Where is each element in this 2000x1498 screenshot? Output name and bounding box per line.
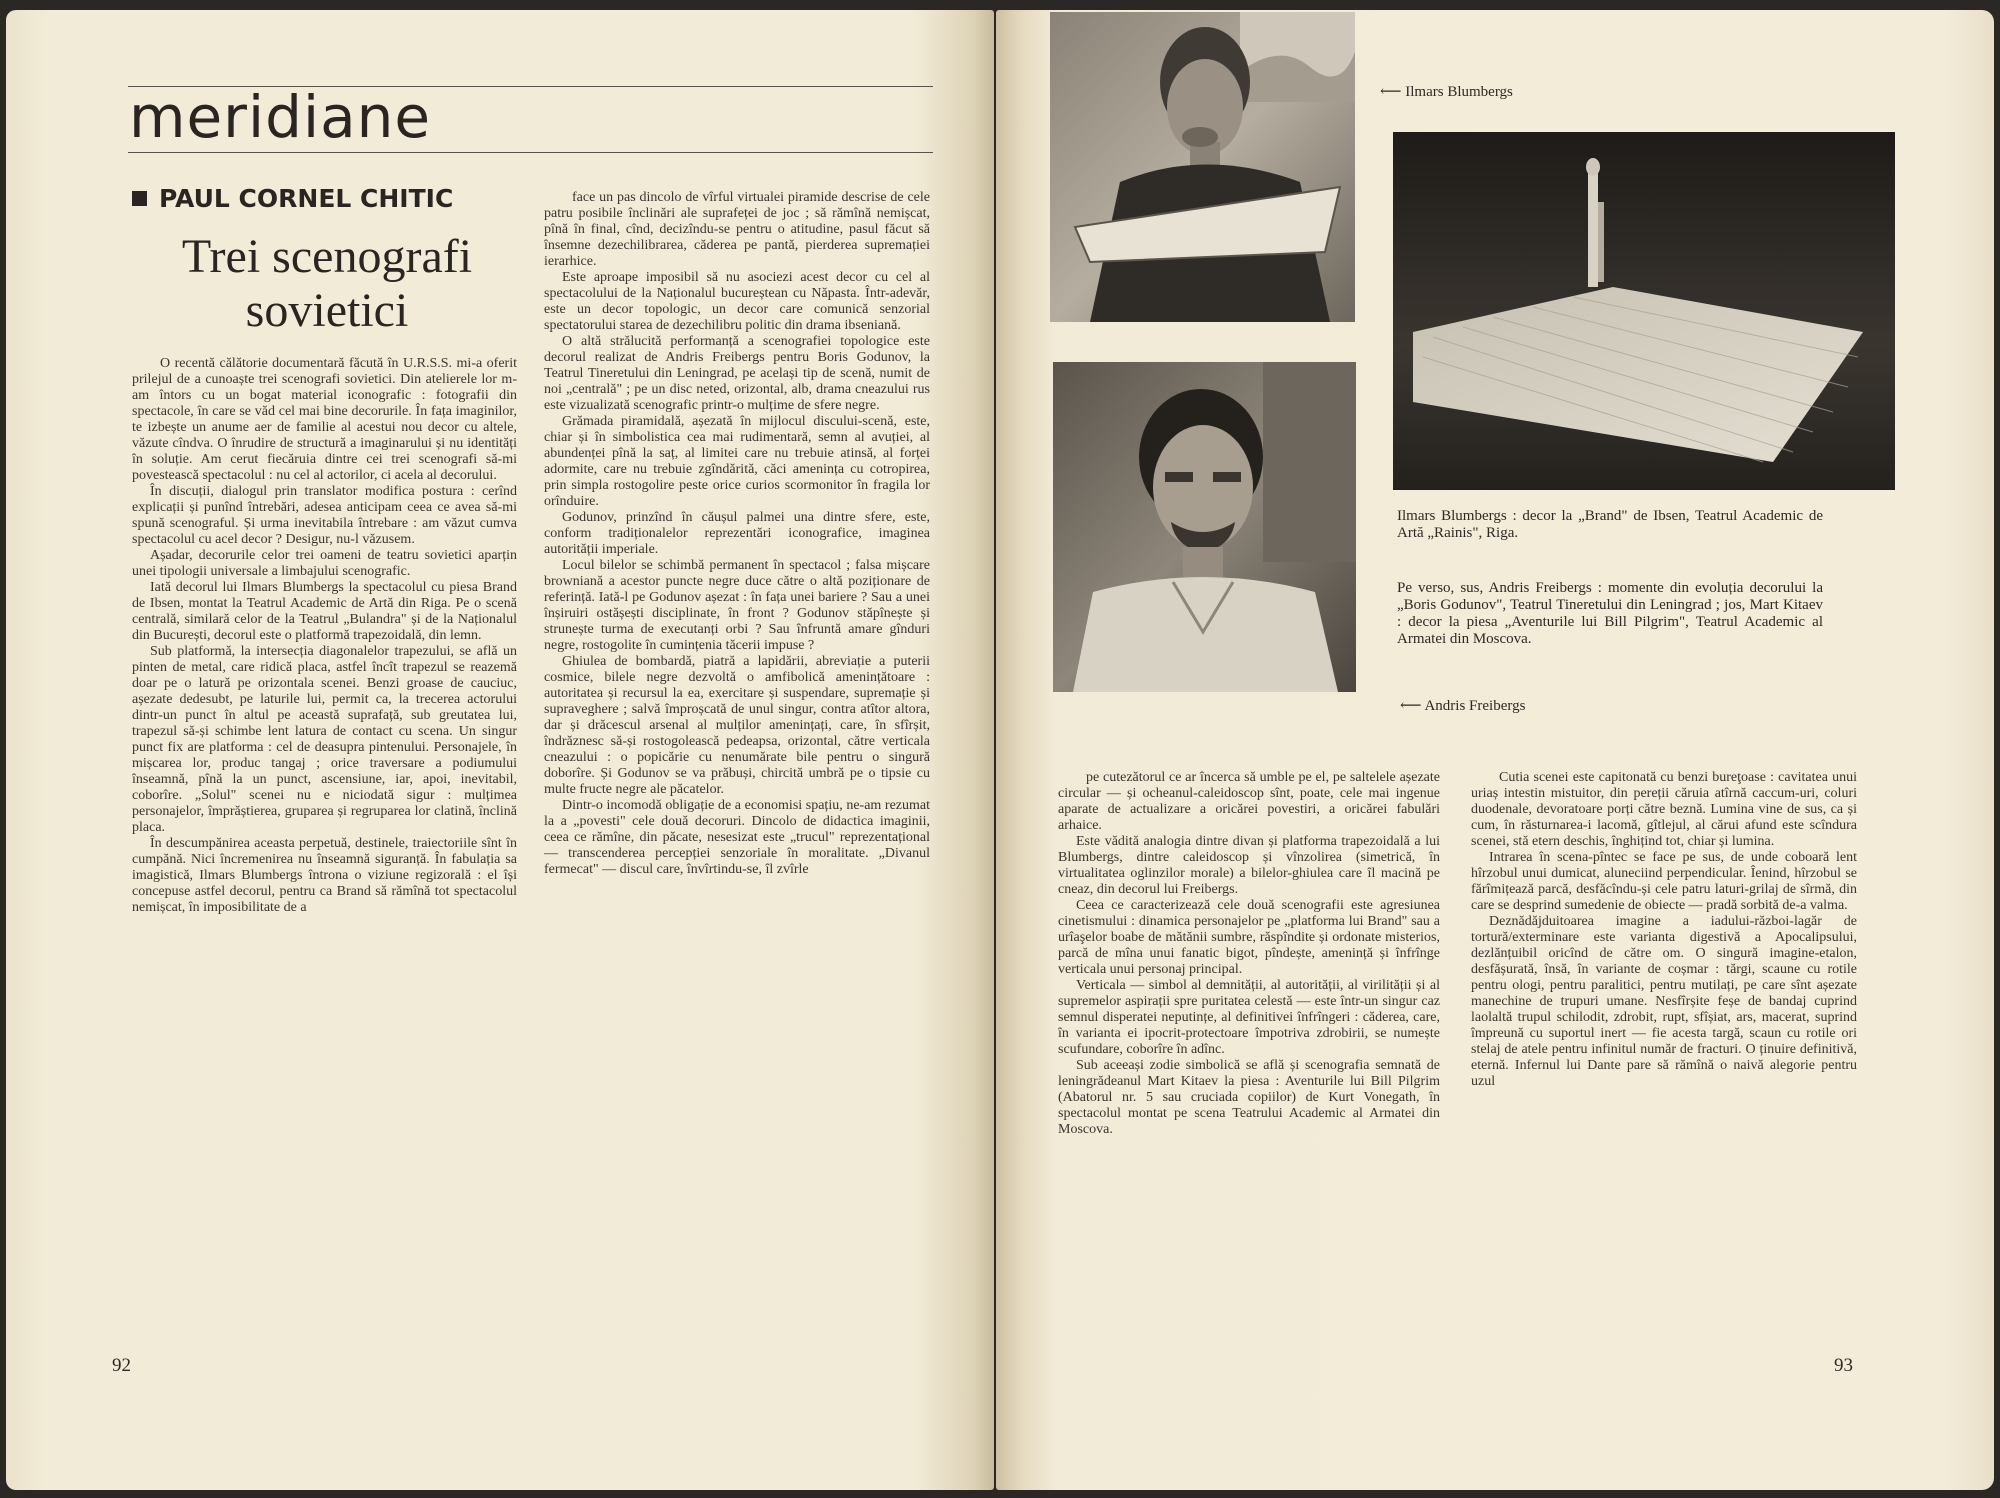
paragraph: Este vădită analogia dintre divan și platforma trapezoidală a lui Blumbergs, dintre caleidoscop și vînzolirea (simetrică, în virtualitatea oglinzilor morale) a bilelor-ghiulea care îl macină pe cneaz, din decorul lui Freibergs. [1058,834,1440,897]
caption-brand-decor: Ilmars Blumbergs : decor la „Brand" de Ibsen, Teatrul Academic de Artă „Rainis", Riga. [1397,508,1823,541]
paragraph: face un pas dincolo de vîrful virtualei piramide descrise de cele patru posibile înclinări ale suprafeței de joc ; să rămînă nemișcat, pînă în final, cînd, decizîndu-se pentru o atitudine, pasul făcut să însemne dezechilibrarea, căderea pe pantă, pierderea supremației ierarhice. [544,190,930,269]
paragraph: Ghiulea de bombardă, piatră a lapidării, abreviație a puterii cosmice, bilele negre dezvoltă o amfibolică amenințătoare : autoritatea și recursul la ea, exercitare și suspendare, supremație și supraveghere ; salvă împroșcată de unul singur, contra atîtor altora, dar și drăcescul arsenal al mulților amenințați, care, în sfîrșit, îndrăznesc să-și rostogolească pedeapsa, orizontal, către verticala cneazului : o popicărie cu nenumărate bile pentru o singură doborîre. Și Godunov se va prăbuși, chircită umbră pe o tipsie cu multe fructe negre ale păcatelor. [544,654,930,797]
page-number-right: 93 [1834,1355,1853,1376]
page-number-left: 92 [112,1355,131,1376]
paragraph: Iată decorul lui Ilmars Blumbergs la spectacolul cu piesa Brand de Ibsen, montat la Teatrul Academic de Artă din Riga. Pe o scenă centrală, similară celor de la Teatrul „Bulandra" și de la Naționalul din București, decorul este o platformă trapezoidală, din lemn. [132,580,517,643]
photo-freibergs-portrait [1053,362,1356,692]
caption-verso: Pe verso, sus, Andris Freibergs : momente din evoluția decorului la „Boris Godunov", Teatrul Tineretului din Leningrad ; jos, Mart Kitaev : decor la piesa „Aventurile lui Bill Pilgrim", Teatrul Academic al Armatei din Moscova. [1397,580,1823,647]
article-title [132,230,522,338]
title-line-1: Trei scenografi [181,230,473,283]
caption-label-text: Ilmars Blumbergs [1405,84,1513,100]
column-1 [132,356,517,1336]
paragraph: Ceea ce caracterizează cele două scenografii este agresiunea cinetismului : dinamica personajelor pe „platforma lui Brand" sau a urîaşelor boabe de mătănii sumbre, răspîndite și ordonate misterios, parcă de mîna unui fanatic bigot, pîndește, amenință și înfrînge verticala unui personaj principal. [1058,898,1440,977]
column-2 [544,190,930,1336]
column-4 [1471,770,1857,1330]
paragraph: Sub platformă, la intersecția diagonalelor trapezului, se află un pinten de metal, care ridică placa, astfel încît trapezul se reazemă doar pe o latură pe orizontala scenei. Benzi groase de cauciuc, așezate dedesubt, pe laturile lui, permit ca, la trecerea actorului dintr-un punct în altul pe această suprafață, sub greutatea lui, trapezul să-și schimbe lent latura de contact cu scena. Un singur punct fix are platforma : cel de deasupra pintenului. Personajele, în mișcarea lor, produc tangaj ; orice traversare a podiumului înseamnă, pînă la un punct, ascensiune, iar, apoi, inevitabil, coborîre. „Solul" scenei nu e niciodată sigur : mulțimea personajelor, împrăștierea, gruparea și regruparea lor clatină, înclină placa. [132,644,517,835]
bullet-square [132,191,147,206]
paragraph: Intrarea în scena-pîntec se face pe sus, de unde coboară lent hîrzobul unui dumicat, aluneciind perpendicular. Îenind, hîrzobul se fărîmițează parcă, desfăcîndu-și cele patru laturi-grilaj de sîrmă, din care se desprind sumedenie de obiecte — pradă sorbită de-a valma. [1471,850,1857,913]
paragraph: Grămada piramidală, așezată în mijlocul discului-scenă, este, chiar și în simbolistica cea mai rudimentară, semn al avuției, al abundenței pînă la saț, al limitei care nu trebuie atinsă, al forței adormite, care nu trebuie zgîndărită, căci amenința cu cotropirea, prin simpla rostogolire peste orice curios scormonitor în fragila lor orînduire. [544,414,930,509]
paragraph: În descumpănirea aceasta perpetuă, destinele, traiectoriile sînt în cumpănă. Nici încremenirea nu înseamnă siguranță. În fabulația sa imagistică, Ilmars Blumbergs întrona o viziune regizorală : el își concepuse astfel decorul, pentru ca Brand să rămînă tot spectacolul nemișcat, în imposibilitate de a [132,836,517,915]
section-title: meridiane [129,83,432,151]
caption-label-text: Andris Freibergs [1424,698,1526,714]
paragraph: Sub aceeași zodie simbolică se află și scenografia semnată de leningrădeanul Mart Kitaev la piesa : Aventurile lui Bill Pilgrim (Abatorul nr. 5 sau cruciada copiilor) de Kurt Vonegath, în spectacolul montat pe scena Teatrului Academic al Armatei din Moscova. [1058,1058,1440,1137]
photo-brand-decor [1393,132,1895,490]
paragraph: Deznădăjduitoarea imagine a iadului-război-lagăr de tortură/exterminare este varianta digestivă a Apocalipsului, dezlănțuibil oricînd de către om. O singură imagine-etalon, desfășurată, însă, în variante de coșmar : tărgi, scaune cu rotile pentru ologi, pentru paralitici, pentru mutilați, pe care sînt așezate manechine de trupuri umane. Nesfîrșite feșe de bandaj cuprind laolaltă trupul schilodit, zdrobit, rupt, sfîșiat, ars, macerat, suprind împreună cu suportul inert — fie acesta targă, scaun cu rotile ori stelaj de atele pentru infinitul număr de fracturi. O ținuire definitivă, eternă. Infernul lui Dante pare să rămînă o naivă alegorie pentru uzul [1471,914,1857,1089]
title-line-2: sovietici [245,284,409,337]
header-rule-bottom [128,152,933,153]
paragraph: Este aproape imposibil să nu asociezi acest decor cu cel al spectacolului de la Naționalul bucureștean cu Năpasta. Într-adevăr, este un decor topologic, un decor care comunică senzorial spectatorului starea de dezechilibru politic din drama ibseniană. [544,270,930,333]
photo-blumbergs-portrait [1050,12,1355,322]
caption-label-blumbergs [1380,82,1513,101]
paragraph: În discuții, dialogul prin translator modifica postura : cerînd explicații și punînd întrebări, adesea anticipam ceea ce avea să-mi spună scenograful. Și urma inevitabila întrebare : am văzut cumva spectacolul cu acel decor ? Desigur, nu-l văzusem. [132,484,517,547]
paragraph: O recentă călătorie documentară făcută în U.R.S.S. mi-a oferit prilejul de a cunoaște trei scenografi sovietici. Din atelierele lor m-am întors cu un bogat material iconografic : fotografii din spectacole, în care se văd cel mai bine decorurile. În fața imaginilor, te izbește un anume aer de familie al acestui nou decor cu altele, văzute cîndva. O înrudire de structură a imaginarului și nu identități în soluție. Am cerut fiecăruia dintre cei trei scenografi să-mi povestească spectacolul : nu cel al actorilor, ci acela al decorului. [132,356,517,483]
caption-label-freibergs [1400,696,1525,715]
paragraph: Locul bilelor se schimbă permanent în spectacol ; falsa mișcare browniană a acestor puncte negre duce către o altă poziționare de referință. Iată-l pe Godunov așezat : în fața unei bariere ? Sau a unei înșiruiri ostășești disciplinate, în front ? Godunov stăpînește și strunește turma de executanți orbi ? Sau înfruntă amare gînduri negre, rostogolite în cumințenia tăcerii impuse ? [544,558,930,653]
column-3 [1058,770,1440,1330]
author-text: PAUL CORNEL CHITIC [159,184,454,213]
paragraph: pe cutezătorul ce ar încerca să umble pe el, pe saltelele așezate circular — și ocheanul-caleidoscop sînt, poate, cele mai ingenue aparate de actualizare a oricărei povestiri, a oricărei fabulări arhaice. [1058,770,1440,833]
paragraph: Godunov, prinzînd în căușul palmei una dintre sfere, este, conform tradiționalelor reprezentări iconografice, imaginea autorității imperiale. [544,510,930,557]
arrow-left-icon: ⟵ [1400,698,1422,714]
paragraph: Așadar, decorurile celor trei oameni de teatru sovietici aparțin unei tipologii universale a limbajului scenografic. [132,548,517,579]
arrow-left-icon: ⟵ [1380,84,1402,100]
paragraph: Verticala — simbol al demnității, al autorității, al virilității și al supremelor aspirații spre puritatea celestă — este într-un singur caz semnul disperatei neputințe, al definitivei înfrîngeri : căderea, care, în varianta ei ipocrit-protectoare împotriva zdrobirii, se numește scufundare, coborîre în adînc. [1058,978,1440,1057]
paragraph: Dintr-o incomodă obligație de a economisi spațiu, ne-am rezumat la a „povesti" cele două decoruri. Dincolo de didactica imaginii, ceea ce rămîne, din păcate, nesesizat este „trucul" reprezentațional — transcenderea percepției senzoriale în moralitate. „Divanul fermecat" — discul care, învîrtindu-se, îl zvîrle [544,798,930,877]
paragraph: Cutia scenei este capitonată cu benzi bureţoase : cavitatea unui uriaș intestin mistuitor, din pereții căruia atîrnă caccum-uri, coluri duodenale, devoratoare porți către beznă. Lumina vine de sus, ca și cum, în răsturnarea-i lacomă, gîtlejul, al cărui afund este scîndura scenei, stă etern deschis, înghițind tot, chiar și lumina. [1471,770,1857,849]
author-name [132,184,453,213]
paragraph: O altă strălucită performanță a scenografiei topologice este decorul realizat de Andris Freibergs pentru Boris Godunov, la Teatrul Tineretului din Leningrad, pe același tip de scenă, numit de noi „centrală" ; pe un disc neted, orizontal, alb, drama cneazului rus este vizualizată scenografic printr-o mulțime de sfere negre. [544,334,930,413]
